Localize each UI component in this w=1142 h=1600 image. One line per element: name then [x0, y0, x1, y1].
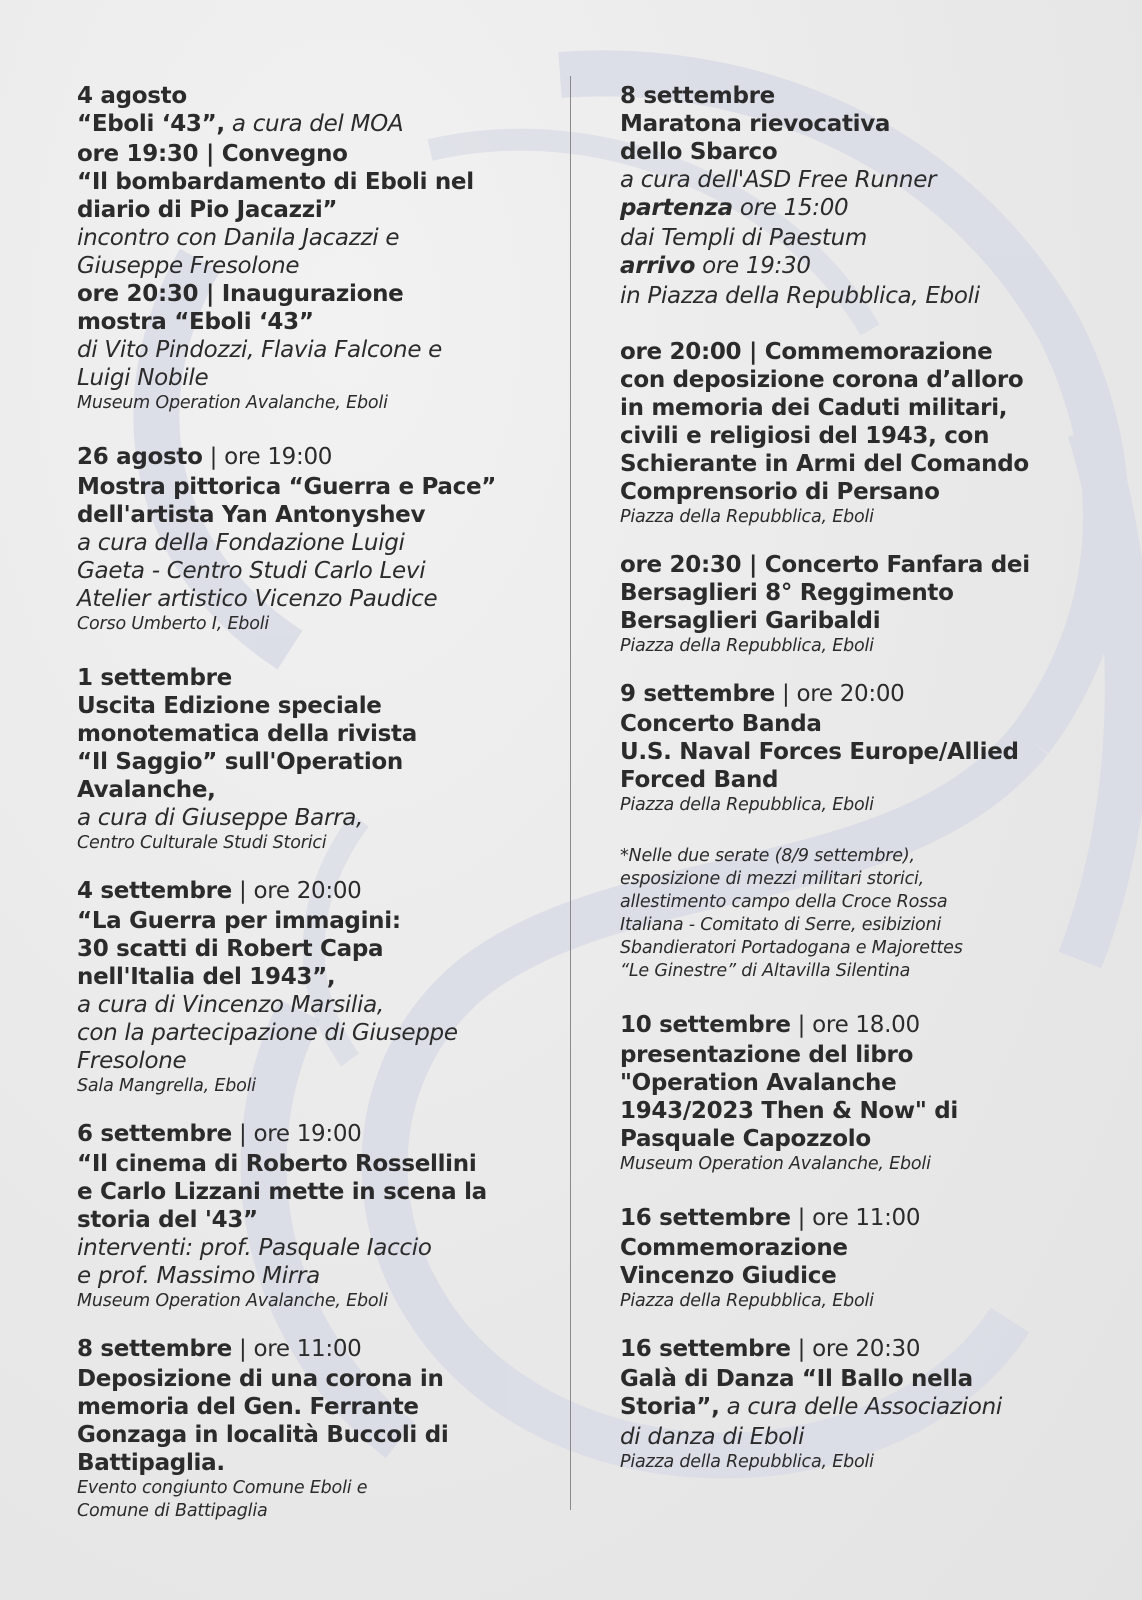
event-text: partenza [620, 195, 733, 221]
event-text: Forced Band [620, 767, 779, 793]
event-text: Gaeta - Centro Studi Carlo Levi [77, 558, 426, 584]
event-note [620, 845, 1120, 983]
event-date: 16 settembre [620, 1205, 791, 1231]
event-date: 9 settembre [620, 681, 775, 707]
event-6-settembre [77, 1120, 552, 1313]
event-time: ore 20:00 | Commemorazione [620, 339, 993, 365]
event-location: Corso Umberto I, Eboli [77, 614, 270, 634]
event-text: Concerto Banda [620, 711, 822, 737]
event-text: incontro con Danila Jacazzi e [77, 225, 400, 251]
event-text: “Il bombardamento di Eboli nel [77, 169, 474, 195]
event-text: dai Templi di Paestum [620, 225, 867, 251]
event-location: Sala Mangrella, Eboli [77, 1076, 256, 1096]
event-text: “La Guerra per immagini: [77, 908, 401, 934]
event-date: 16 settembre [620, 1336, 791, 1362]
event-time: | ore 20:30 [790, 1336, 921, 1362]
event-text: Maratona rievocativa [620, 111, 891, 137]
event-text: dello Sbarco [620, 139, 778, 165]
note-text: Sbandieratori Portadogana e Majorettes [620, 938, 963, 958]
event-text: monotematica della rivista [77, 721, 417, 747]
event-location: Piazza della Repubblica, Eboli [620, 636, 874, 656]
event-date: 8 settembre [620, 83, 775, 109]
event-text: Bersaglieri Garibaldi [620, 608, 881, 634]
event-text: arrivo [620, 253, 696, 279]
event-text: con deposizione corona d’alloro [620, 367, 1024, 393]
event-text: Avalanche, [77, 777, 216, 803]
event-text: di danza di Eboli [620, 1424, 805, 1450]
note-text: *Nelle due serate (8/9 settembre), [620, 846, 915, 866]
event-4-settembre [77, 877, 552, 1098]
event-date: 26 agosto [77, 444, 203, 470]
event-time: | ore 20:00 [774, 681, 905, 707]
event-time: | ore 18.00 [790, 1012, 920, 1038]
event-text: "Operation Avalanche [620, 1070, 897, 1096]
event-10-settembre [620, 1011, 1120, 1176]
event-text: diario di Pio Jacazzi” [77, 197, 338, 223]
event-text: dell'artista Yan Antonyshev [77, 502, 426, 528]
event-location: Comune di Battipaglia [77, 1501, 268, 1521]
event-date: 8 settembre [77, 1336, 232, 1362]
event-9-settembre [620, 680, 1120, 817]
event-date: 4 settembre [77, 878, 232, 904]
event-text: Vincenzo Giudice [620, 1263, 837, 1289]
event-text: Comprensorio di Persano [620, 479, 940, 505]
event-date: 10 settembre [620, 1012, 791, 1038]
event-text: Atelier artistico Vicenzo Paudice [77, 586, 438, 612]
event-location: Museum Operation Avalanche, Eboli [77, 393, 388, 413]
note-text: esposizione di mezzi militari storici, [620, 869, 925, 889]
event-location: Evento congiunto Comune Eboli e [77, 1478, 368, 1498]
event-date: 1 settembre [77, 665, 232, 691]
event-time: | ore 11:00 [790, 1205, 921, 1231]
event-location: Piazza della Repubblica, Eboli [620, 795, 874, 815]
event-text: 30 scatti di Robert Capa [77, 936, 384, 962]
event-text: e Carlo Lizzani mette in scena la [77, 1179, 487, 1205]
event-location: Museum Operation Avalanche, Eboli [77, 1291, 388, 1311]
event-text: in memoria dei Caduti militari, [620, 395, 1008, 421]
event-text: e prof. Massimo Mirra [77, 1263, 320, 1289]
right-column [620, 82, 1120, 1474]
event-16-settembre-evening [620, 1335, 1120, 1474]
event-text: mostra “Eboli ‘43” [77, 309, 314, 335]
column-divider [570, 76, 571, 1510]
event-text: Mostra pittorica “Guerra e Pace” [77, 474, 497, 500]
event-4-agosto [77, 82, 552, 415]
event-text: Luigi Nobile [77, 365, 209, 391]
event-time: ore 15:00 [732, 195, 849, 221]
event-text: Schierante in Armi del Comando [620, 451, 1029, 477]
event-time: | ore 19:00 [202, 444, 333, 470]
event-text: Gonzaga in località Buccoli di [77, 1422, 449, 1448]
event-text: presentazione del libro [620, 1042, 914, 1068]
event-time: ore 19:30 | Convegno [77, 141, 348, 167]
event-title: “Eboli ‘43”, [77, 111, 225, 137]
note-text: allestimento campo della Croce Rossa [620, 892, 948, 912]
event-8-settembre-maratona [620, 82, 1120, 310]
event-time: | ore 11:00 [231, 1336, 362, 1362]
event-text: Commemorazione [620, 1235, 848, 1261]
event-text: Battipaglia. [77, 1450, 225, 1476]
event-time: ore 20:30 | Concerto Fanfara dei [620, 552, 1030, 578]
event-26-agosto [77, 443, 552, 636]
note-text: “Le Ginestre” di Altavilla Silentina [620, 961, 911, 981]
left-column [77, 82, 552, 1523]
event-text: civili e religiosi del 1943, con [620, 423, 990, 449]
event-text: a cura di Vincenzo Marsilia, [77, 992, 384, 1018]
event-8-settembre-morning [77, 1335, 552, 1523]
event-location: Centro Culturale Studi Storici [77, 833, 327, 853]
event-text: Galà di Danza “Il Ballo nella [620, 1366, 973, 1392]
event-text: “Il Saggio” sull'Operation [77, 749, 403, 775]
event-text: Bersaglieri 8° Reggimento [620, 580, 954, 606]
event-text: nell'Italia del 1943”, [77, 964, 336, 990]
note-text: Italiana - Comitato di Serre, esibizioni [620, 915, 942, 935]
event-text: memoria del Gen. Ferrante [77, 1394, 419, 1420]
event-time: ore 19:30 [695, 253, 811, 279]
event-date: 4 agosto [77, 83, 187, 109]
event-text: Pasquale Capozzolo [620, 1126, 871, 1152]
event-location: Museum Operation Avalanche, Eboli [620, 1154, 931, 1174]
event-text: in Piazza della Repubblica, Eboli [620, 283, 980, 309]
event-text: 1943/2023 Then & Now" di [620, 1098, 958, 1124]
event-curator: a cura del MOA [224, 111, 404, 137]
event-time: | ore 19:00 [231, 1121, 362, 1147]
event-location: Piazza della Repubblica, Eboli [620, 1291, 874, 1311]
event-1-settembre [77, 664, 552, 855]
event-text: di Vito Pindozzi, Flavia Falcone e [77, 337, 443, 363]
event-curator: a cura delle Associazioni [719, 1394, 1002, 1420]
event-text: Deposizione di una corona in [77, 1366, 444, 1392]
event-location: Piazza della Repubblica, Eboli [620, 1452, 874, 1472]
event-text: Fresolone [77, 1048, 187, 1074]
event-text: U.S. Naval Forces Europe/Allied [620, 739, 1019, 765]
event-time: ore 20:30 | Inaugurazione [77, 281, 404, 307]
event-text: Storia”, [620, 1394, 720, 1420]
event-time: | ore 20:00 [231, 878, 362, 904]
event-text: interventi: prof. Pasquale Iaccio [77, 1235, 432, 1261]
event-text: con la partecipazione di Giuseppe [77, 1020, 458, 1046]
event-text: Giuseppe Fresolone [77, 253, 300, 279]
event-text: a cura di Giuseppe Barra, [77, 805, 364, 831]
event-16-settembre-morning [620, 1204, 1120, 1313]
event-text: a cura della Fondazione Luigi [77, 530, 405, 556]
event-location: Piazza della Repubblica, Eboli [620, 507, 874, 527]
event-text: a cura dell'ASD Free Runner [620, 167, 937, 193]
event-commemorazione [620, 338, 1120, 529]
event-date: 6 settembre [77, 1121, 232, 1147]
event-text: storia del '43” [77, 1207, 258, 1233]
event-text: “Il cinema di Roberto Rossellini [77, 1151, 477, 1177]
event-concerto-fanfara [620, 551, 1120, 658]
event-text: Uscita Edizione speciale [77, 693, 382, 719]
